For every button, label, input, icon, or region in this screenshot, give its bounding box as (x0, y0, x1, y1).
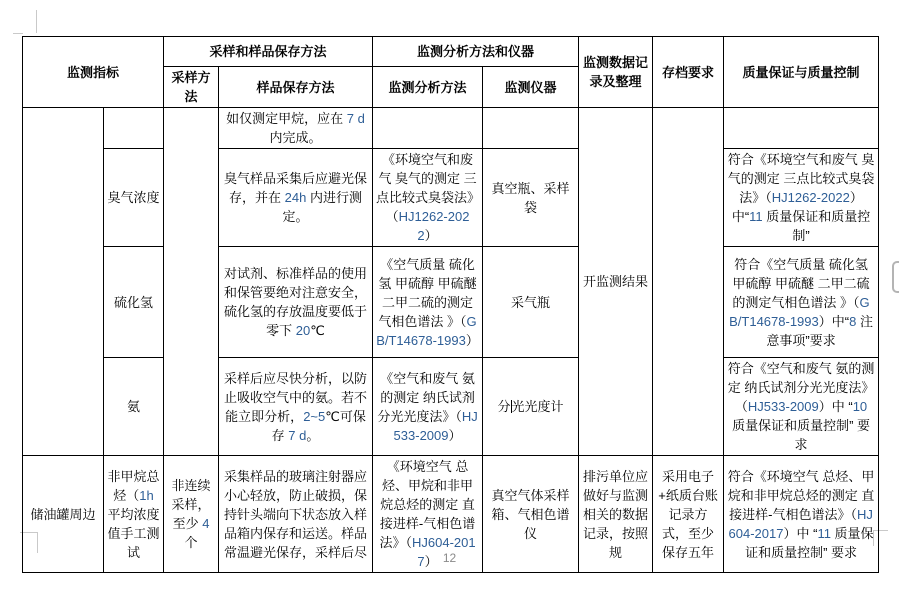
cell-r2-instrument[interactable]: 真空瓶、采样袋 (483, 149, 579, 247)
cell-r1-indicator[interactable] (104, 108, 164, 149)
cell-r4-preservation[interactable]: 采样后应尽快分析，以防止吸收空气中的氨。若不能立即分析，2~5℃可保存 7 d。 (219, 358, 373, 456)
crop-mark-top-left-h (13, 33, 23, 34)
cell-r5-preservation[interactable]: 采集样品的玻璃注射器应小心轻放，防止破损，保持针头端向下状态放入样品箱内保存和运送。样品常温避光保存，采样后尽 (219, 456, 373, 573)
header-analysis-method[interactable]: 监测分析方法 (373, 67, 483, 108)
cell-r3-qa[interactable]: 符合《空气质量 硫化氢 甲硫醇 甲硫醚 二甲二硫的测定气相色谱法 》（GB/T14678-1993）中“8 注意事项”要求 (724, 247, 879, 358)
cell-r3-analysis-method[interactable]: 《空气质量 硫化氢 甲硫醇 甲硫醚 二甲二硫的测定气相色谱法 》（GB/T14678-1993） (373, 247, 483, 358)
crop-mark-top-left-v (36, 10, 37, 33)
cell-r5-sampling[interactable]: 非连续采样，至少 4 个 (164, 456, 219, 573)
header-sampling-group[interactable]: 采样和样品保存方法 (164, 37, 373, 67)
cell-r5-record[interactable]: 排污单位应做好与监测相关的数据记录，按照规 (579, 456, 653, 573)
cell-r2-qa[interactable]: 符合《环境空气和废气 臭气的测定 三点比较式臭袋法》（HJ1262-2022）中“11 质量保证和质量控制” (724, 149, 879, 247)
cell-sampling-merged[interactable] (164, 108, 219, 456)
cell-r1-preservation[interactable]: 如仅测定甲烷，应在 7 d 内完成。 (219, 108, 373, 149)
page-number: 12 (442, 551, 457, 565)
header-qa[interactable]: 质量保证与质量控制 (724, 37, 879, 108)
cell-r4-qa[interactable]: 符合《空气和废气 氨的测定 纳氏试剂分光光度法》（HJ533-2009）中 “10 质量保证和质量控制” 要求 (724, 358, 879, 456)
cell-archive-merged[interactable] (653, 108, 724, 456)
cell-r2-analysis-method[interactable]: 《环境空气和废气 臭气的测定 三点比较式臭袋法》（HJ1262-2022） (373, 149, 483, 247)
cell-r4-analysis-method[interactable]: 《空气和废气 氨的测定 纳氏试剂分光光度法》（HJ 533-2009） (373, 358, 483, 456)
cell-r4-instrument[interactable]: 分光光度计 (483, 358, 579, 456)
cell-r2-indicator[interactable]: 臭气浓度 (104, 149, 164, 247)
header-instrument[interactable]: 监测仪器 (483, 67, 579, 108)
scrollbar-thumb[interactable] (892, 261, 899, 293)
header-preservation[interactable]: 样品保存方法 (219, 67, 373, 108)
cell-r4-indicator[interactable]: 氨 (104, 358, 164, 456)
header-record[interactable]: 监测数据记录及整理 (579, 37, 653, 108)
cell-r3-preservation[interactable]: 对试剂、标准样品的使用和保管要绝对注意安全，硫化氢的存放温度要低于零下 20℃ (219, 247, 373, 358)
cell-r3-instrument[interactable]: 采气瓶 (483, 247, 579, 358)
monitoring-table (22, 36, 879, 573)
cell-r5-archive[interactable]: 采用电子+纸质台账记录方式，至少保存五年 (653, 456, 724, 573)
cell-record-merged[interactable]: 开监测结果 (579, 108, 653, 456)
cell-r3-indicator[interactable]: 硫化氢 (104, 247, 164, 358)
cell-r1-qa[interactable] (724, 108, 879, 149)
cell-r5-indicator[interactable]: 非甲烷总烃（1h 平均浓度值手工测试 (104, 456, 164, 573)
cell-r1-instrument[interactable] (483, 108, 579, 149)
cell-r5-instrument[interactable]: 真空气体采样箱、气相色谱仪 (483, 456, 579, 573)
header-archive[interactable]: 存档要求 (653, 37, 724, 108)
cell-r5-site[interactable]: 储油罐周边 (23, 456, 104, 573)
cell-site-merged[interactable] (23, 108, 104, 456)
header-indicator[interactable]: 监测指标 (23, 37, 164, 108)
cell-r5-analysis-method[interactable]: 《环境空气 总烃、甲烷和非甲烷总烃的测定 直接进样-气相色谱法》（HJ604-2017） (373, 456, 483, 573)
header-sampling-method[interactable]: 采样方法 (164, 67, 219, 108)
cell-r5-qa[interactable]: 符合《环境空气 总烃、甲烷和非甲烷总烃的测定 直接进样-气相色谱法》（HJ604-2017）中 “11 质量保证和质量控制” 要求 (724, 456, 879, 573)
cell-r2-preservation[interactable]: 臭气样品采集后应避光保存，并在 24h 内进行测定。 (219, 149, 373, 247)
header-analysis-group[interactable]: 监测分析方法和仪器 (373, 37, 579, 67)
cell-r1-analysis-method[interactable] (373, 108, 483, 149)
